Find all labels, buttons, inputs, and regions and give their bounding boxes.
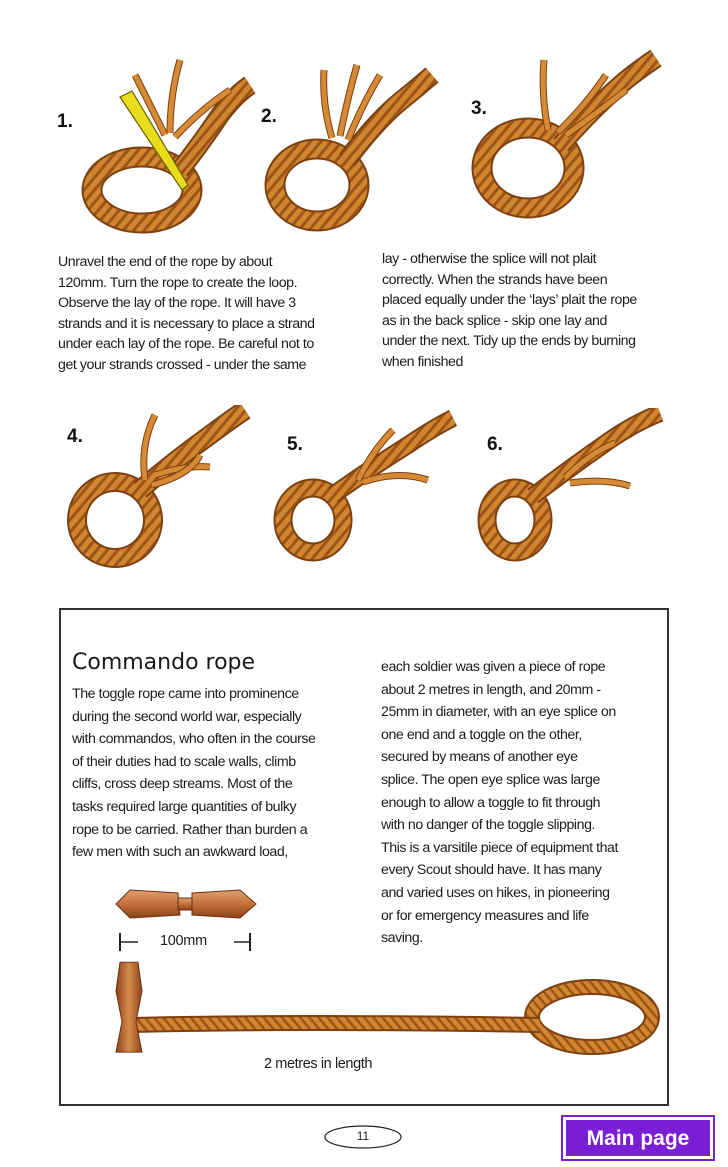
instruction-line: Observe the lay of the rope. It will have 3	[58, 295, 296, 312]
commando-line: secured by means of another eye	[381, 749, 578, 766]
step-3-label: 3.	[471, 98, 487, 119]
instruction-line: when finished	[382, 353, 463, 370]
instruction-line: under the next. Tidy up the ends by burning	[382, 333, 636, 350]
commando-line: The toggle rope came into prominence	[72, 686, 299, 702]
toggle-dimension-label: 100mm	[160, 933, 207, 949]
commando-line: few men with such an awkward load,	[72, 844, 288, 861]
step-3-illustration	[466, 50, 666, 225]
step-6-label: 6.	[487, 434, 503, 455]
instruction-line: 120mm. Turn the rope to create the loop.	[58, 274, 298, 291]
step-1-illustration	[70, 55, 260, 235]
step-4-label: 4.	[67, 426, 83, 447]
step-5-label: 5.	[287, 434, 303, 455]
instruction-line: lay - otherwise the splice will not plait	[382, 251, 597, 267]
page-number-text: 11	[356, 1129, 370, 1143]
instruction-line: under each lay of the rope. Be careful not to	[58, 336, 314, 353]
commando-line: splice. The open eye splice was large	[381, 771, 600, 788]
step-1-label: 1.	[57, 111, 73, 132]
toggle-illustration	[110, 882, 280, 927]
instruction-line: get your strands crossed - under the same	[58, 356, 307, 373]
commando-rope-title: Commando rope	[72, 650, 256, 675]
commando-line: enough to allow a toggle to fit through	[381, 794, 601, 811]
main-page-button[interactable]	[563, 1117, 713, 1159]
commando-line: during the second world war, especially	[72, 708, 302, 725]
step-2-illustration	[262, 60, 442, 235]
main-page-button-label: Main page	[586, 1127, 690, 1150]
instruction-line: placed equally under the ‘lays’ plait the rope	[382, 292, 637, 309]
commando-line: or for emergency measures and life	[381, 907, 589, 924]
commando-line: of their duties had to scale walls, climb	[72, 753, 296, 770]
commando-line: This is a varsitile piece of equipment that	[381, 839, 618, 856]
commando-line: with commandos, who often in the course	[72, 731, 316, 748]
commando-line: every Scout should have. It has many	[381, 862, 602, 879]
page-number	[323, 1124, 403, 1150]
commando-line: with no danger of the toggle slipping.	[381, 817, 596, 834]
commando-text-left	[72, 683, 315, 864]
commando-text-right	[381, 656, 618, 950]
instruction-line: Unravel the end of the rope by about	[58, 254, 273, 270]
rope-length-label: 2 metres in length	[264, 1056, 373, 1072]
commando-line: each soldier was given a piece of rope	[381, 659, 606, 675]
step-4-illustration	[60, 405, 260, 570]
instruction-line: correctly. When the strands have been	[382, 271, 608, 288]
commando-line: cliffs, cross deep streams. Most of the	[72, 776, 293, 793]
step-5-illustration	[268, 410, 468, 570]
commando-line: saving.	[381, 930, 423, 947]
commando-line: 25mm in diameter, with an eye splice on	[381, 704, 616, 721]
instruction-line: as in the back splice - skip one lay and	[382, 312, 607, 329]
instruction-line: strands and it is necessary to place a strand	[58, 315, 315, 332]
commando-line: tasks required large quantities of bulky	[72, 798, 297, 815]
commando-rope-illustration	[100, 955, 660, 1055]
commando-line: one end and a toggle on the other,	[381, 726, 582, 743]
step-2-label: 2.	[261, 106, 277, 127]
commando-line: and varied uses on hikes, in pioneering	[381, 884, 610, 901]
commando-line: about 2 metres in length, and 20mm -	[381, 681, 601, 698]
instructions-left	[58, 252, 315, 376]
commando-line: rope to be carried. Rather than burden a	[72, 821, 308, 838]
instructions-right	[382, 249, 637, 373]
step-6-illustration	[475, 408, 675, 568]
